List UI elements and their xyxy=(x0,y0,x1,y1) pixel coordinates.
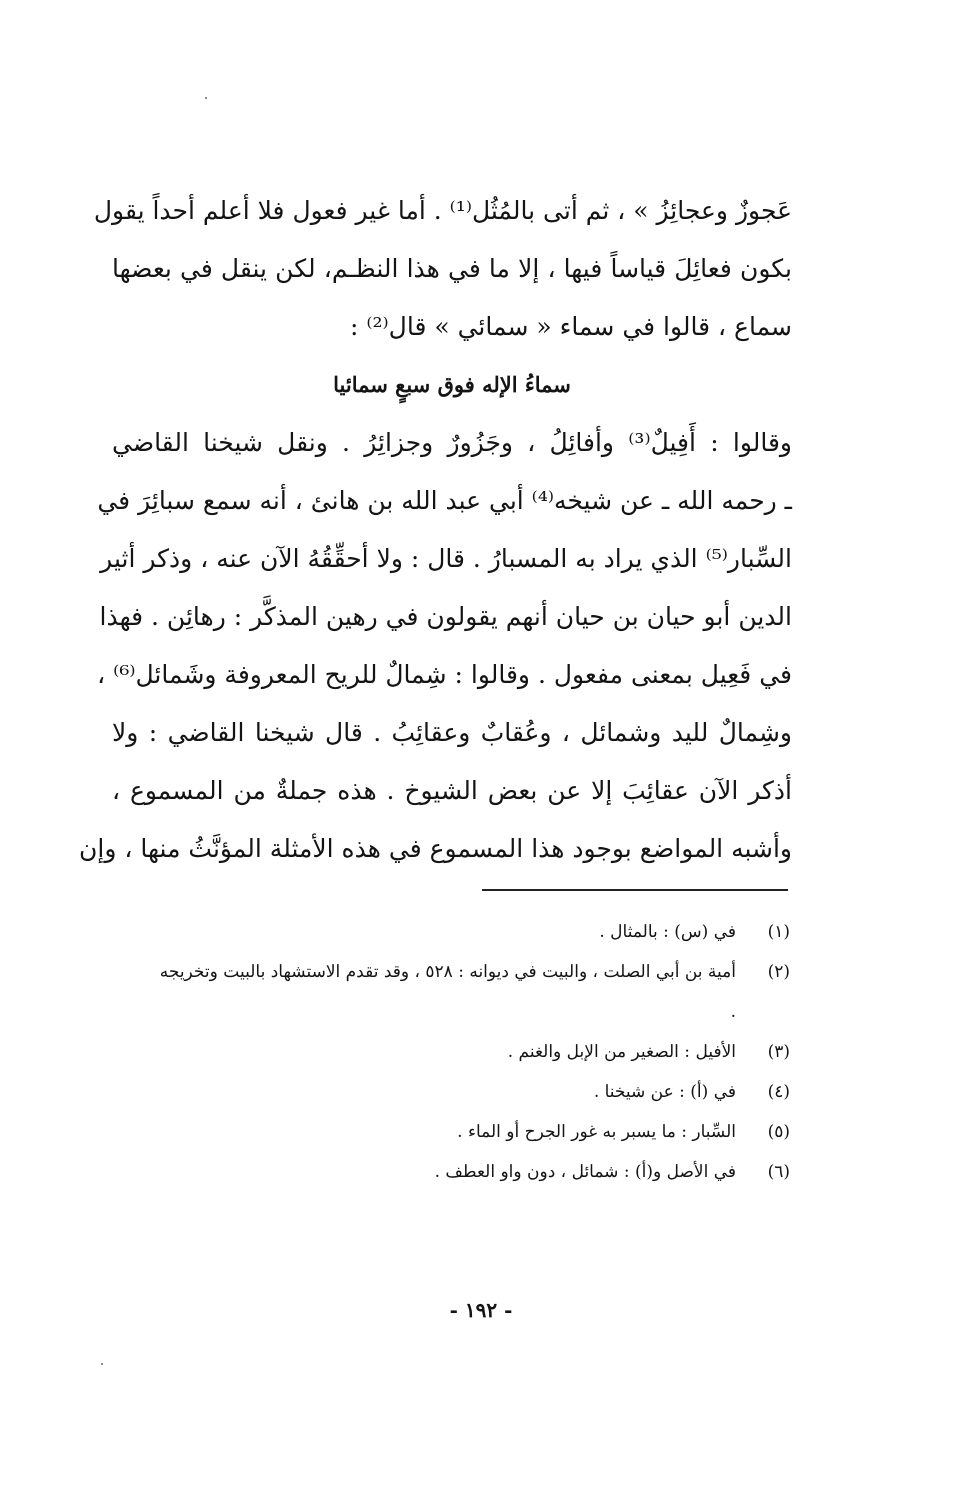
footnote xyxy=(150,1032,790,1072)
text-line: عَجوزٌ وعجائِزُ » ، ثم أتى بالمُثُل⁽¹⁾ . أما غير فعول فلا أعلم أحداً يقول xyxy=(93,196,792,225)
text-line: في فَعِيل بمعنى مفعول . وقالوا : شِمالٌ للريح المعروفة وشَمائل⁽⁶⁾ ، xyxy=(97,660,792,689)
footnote-text: في (أ) : عن شيخنا . xyxy=(593,1082,736,1102)
scan-speck xyxy=(101,1363,103,1365)
footnote-number: (٤) xyxy=(767,1082,790,1102)
text-line: السِّبار⁽⁵⁾ الذي يراد به المسبارُ . قال : ولا أحقِّقُهُ الآن عنه ، وذكر أثير xyxy=(100,544,792,573)
footnote-text: في الأصل و(أ) : شمائل ، دون واو العطف . xyxy=(434,1162,736,1182)
text-line: وقالوا : أَفِيلٌ⁽³⁾ وأفائِلُ ، وجَزُورٌ وجزائِرُ . ونقل شيخنا القاضي xyxy=(112,428,792,457)
footnote-number: (٣) xyxy=(767,1042,790,1062)
footnote-separator xyxy=(482,889,788,891)
text-line: سماع ، قالوا في سماء « سمائي » قال⁽²⁾ : xyxy=(349,312,792,341)
text-line: بكون فعائِلَ قياساً فيها ، إلا ما في هذا النظـم، لكن ينقل في بعضها xyxy=(112,254,792,283)
footnote-text: في (س) : بالمثال . xyxy=(599,922,736,942)
footnote xyxy=(150,1072,790,1112)
footnote-text: السِّبار : ما يسبر به غور الجرح أو الماء . xyxy=(457,1122,736,1142)
text-line: وشِمالٌ لليد وشمائل ، وعُقابٌ وعقائِبُ . قال شيخنا القاضي : ولا xyxy=(112,718,792,747)
footnote-number: (٥) xyxy=(767,1122,790,1142)
text-line: أذكر الآن عقائِبَ إلا عن بعض الشيوخ . هذه جملةٌ من المسموع ، xyxy=(112,776,792,805)
footnote xyxy=(150,952,790,1032)
footnote xyxy=(150,1152,790,1192)
verse-line: سماءُ الإله فوق سبعٍ سمائيا xyxy=(333,372,571,397)
footnotes xyxy=(150,912,790,1192)
footnote-number: (١) xyxy=(767,922,790,942)
footnote-number: (٦) xyxy=(767,1162,790,1182)
scan-speck xyxy=(205,97,207,99)
text-line: ـ رحمه الله ـ عن شيخه⁽⁴⁾ أبي عبد الله بن هانئ ، أنه سمع سبائِرَ في xyxy=(97,486,792,515)
text-line: الدين أبو حيان بن حيان أنهم يقولون في رهين المذكَّر : رهائِن . فهذا xyxy=(99,602,792,631)
footnote-number: (٢) xyxy=(767,962,790,982)
page-number: - ١٩٢ - xyxy=(449,1298,513,1322)
main-text xyxy=(79,182,792,878)
footnote-text: أمية بن أبي الصلت ، والبيت في ديوانه : ٥٢٨ ، وقد تقدم الاستشهاد بالبيت وتخريجه . xyxy=(159,962,736,1022)
text-line: وأشبه المواضع بوجود هذا المسموع في هذه الأمثلة المؤنَّثُ منها ، وإن xyxy=(79,834,792,863)
footnote-text: الأفيل : الصغير من الإبل والغنم . xyxy=(507,1042,736,1062)
footnote xyxy=(150,1112,790,1152)
footnote xyxy=(150,912,790,952)
